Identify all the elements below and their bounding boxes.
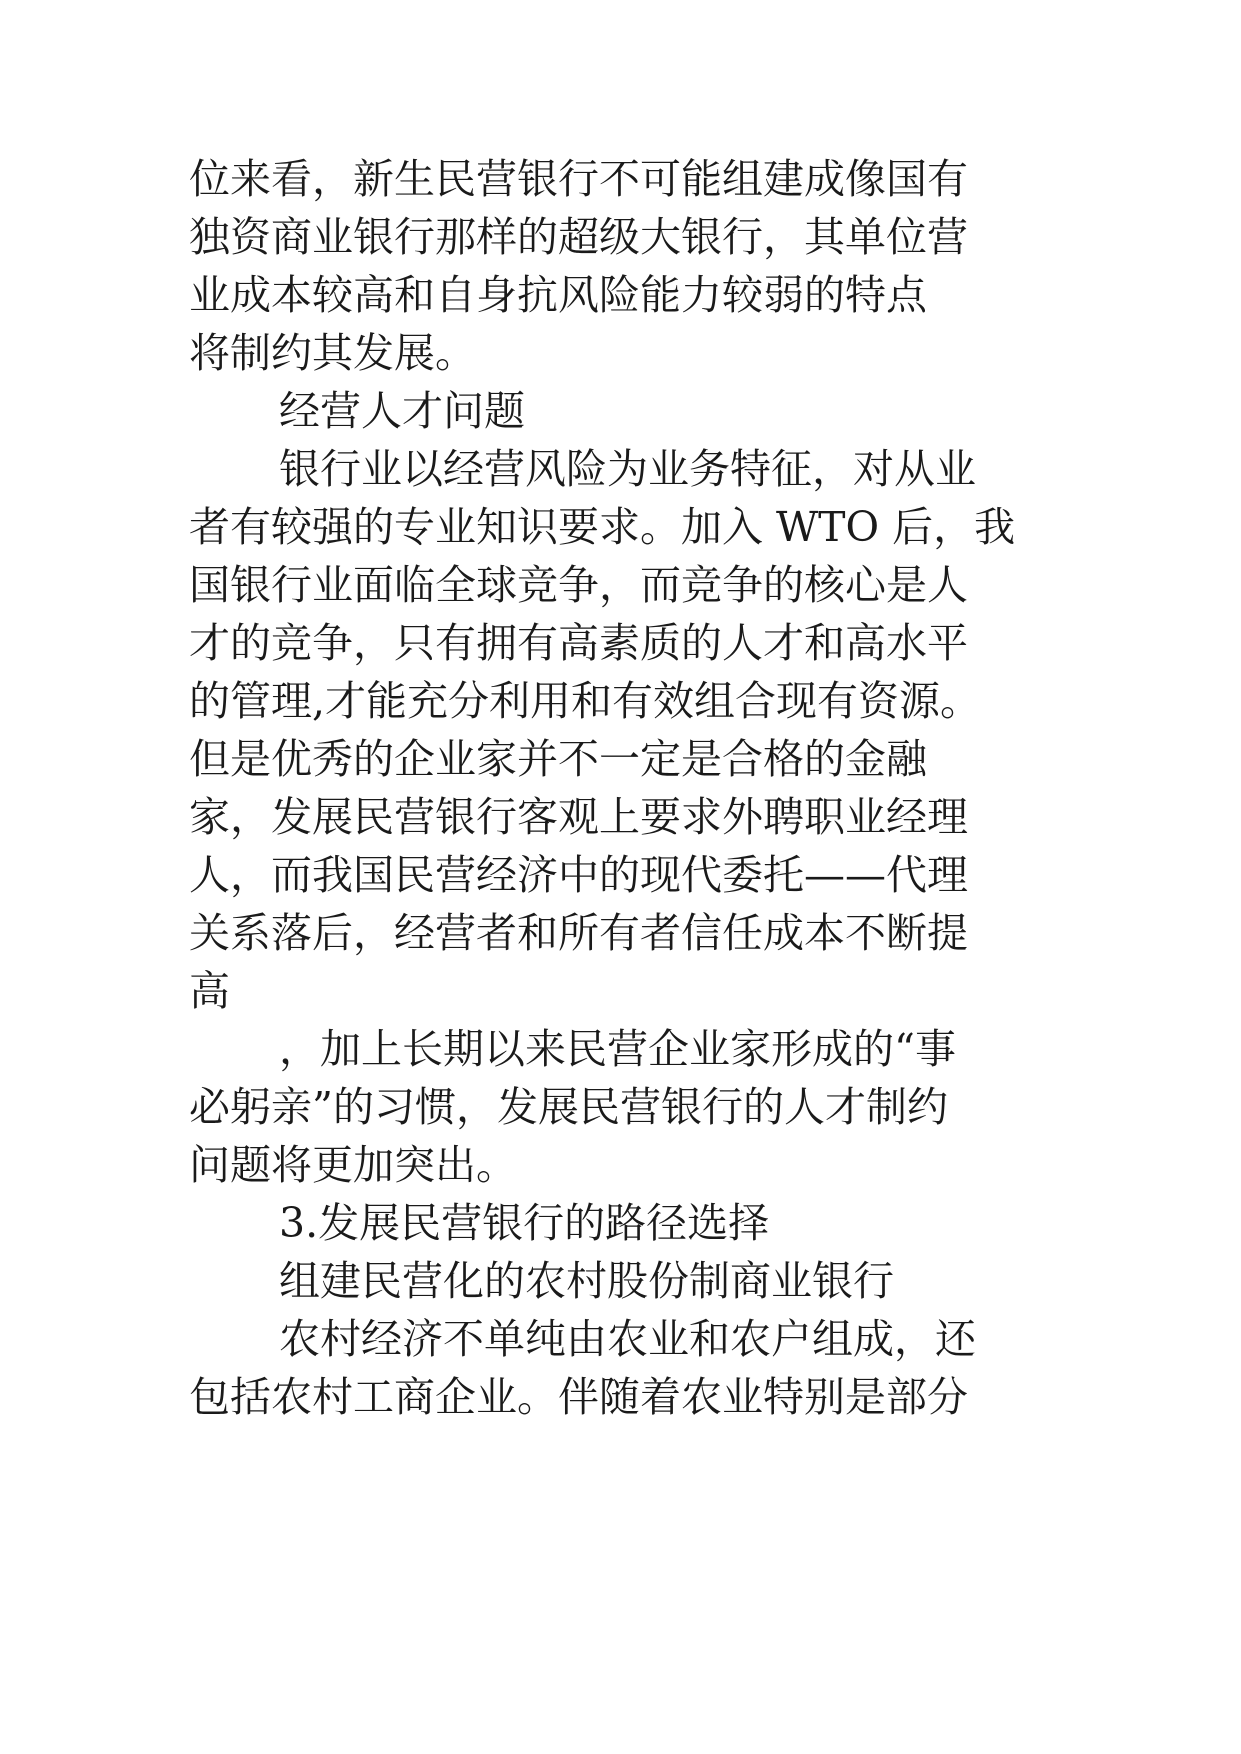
- text-line: 农村经济不单纯由农业和农户组成，还: [279, 1315, 976, 1363]
- paragraph: [189, 1020, 1069, 1194]
- paragraph: [189, 440, 1069, 1020]
- text-line: 业成本较高和自身抗风险能力较弱的特点: [189, 271, 927, 319]
- text-line: 高: [189, 967, 230, 1015]
- text-line: 独资商业银行那样的超级大银行，其单位营: [189, 213, 968, 261]
- text-line: 家，发展民营银行客观上要求外聘职业经理: [189, 793, 968, 841]
- text-line: 位来看，新生民营银行不可能组建成像国有: [189, 155, 968, 203]
- text-line: 的管理,才能充分利用和有效组合现有资源。: [189, 677, 982, 725]
- text-line: 将制约其发展。: [189, 329, 476, 377]
- text-line: 包括农村工商企业。伴随着农业特别是部分: [189, 1373, 968, 1421]
- heading-line: 3.发展民营银行的路径选择: [279, 1199, 770, 1247]
- text-line: 国银行业面临全球竞争，而竞争的核心是人: [189, 561, 968, 609]
- text-column: [189, 150, 1069, 1426]
- paragraph: [189, 150, 1069, 382]
- heading-line: 经营人才问题: [279, 387, 525, 435]
- text-line: 者有较强的专业知识要求。加入 WTO 后，我: [189, 503, 1016, 551]
- text-line: 银行业以经营风险为业务特征，对从业: [279, 445, 976, 493]
- section-heading: [189, 1252, 1069, 1310]
- text-line: 关系落后，经营者和所有者信任成本不断提: [189, 909, 968, 957]
- heading-line: 组建民营化的农村股份制商业银行: [279, 1257, 894, 1305]
- text-line: 问题将更加突出。: [189, 1141, 517, 1189]
- text-line: 但是优秀的企业家并不一定是合格的金融: [189, 735, 927, 783]
- text-line: ，加上长期以来民营企业家形成的“事: [279, 1025, 956, 1073]
- text-line: 才的竞争，只有拥有高素质的人才和高水平: [189, 619, 968, 667]
- section-heading: [189, 382, 1069, 440]
- section-heading: [189, 1194, 1069, 1252]
- text-line: 必躬亲”的习惯，发展民营银行的人才制约: [189, 1083, 948, 1131]
- text-line: 人，而我国民营经济中的现代委托——代理: [189, 851, 968, 899]
- paragraph: [189, 1310, 1069, 1426]
